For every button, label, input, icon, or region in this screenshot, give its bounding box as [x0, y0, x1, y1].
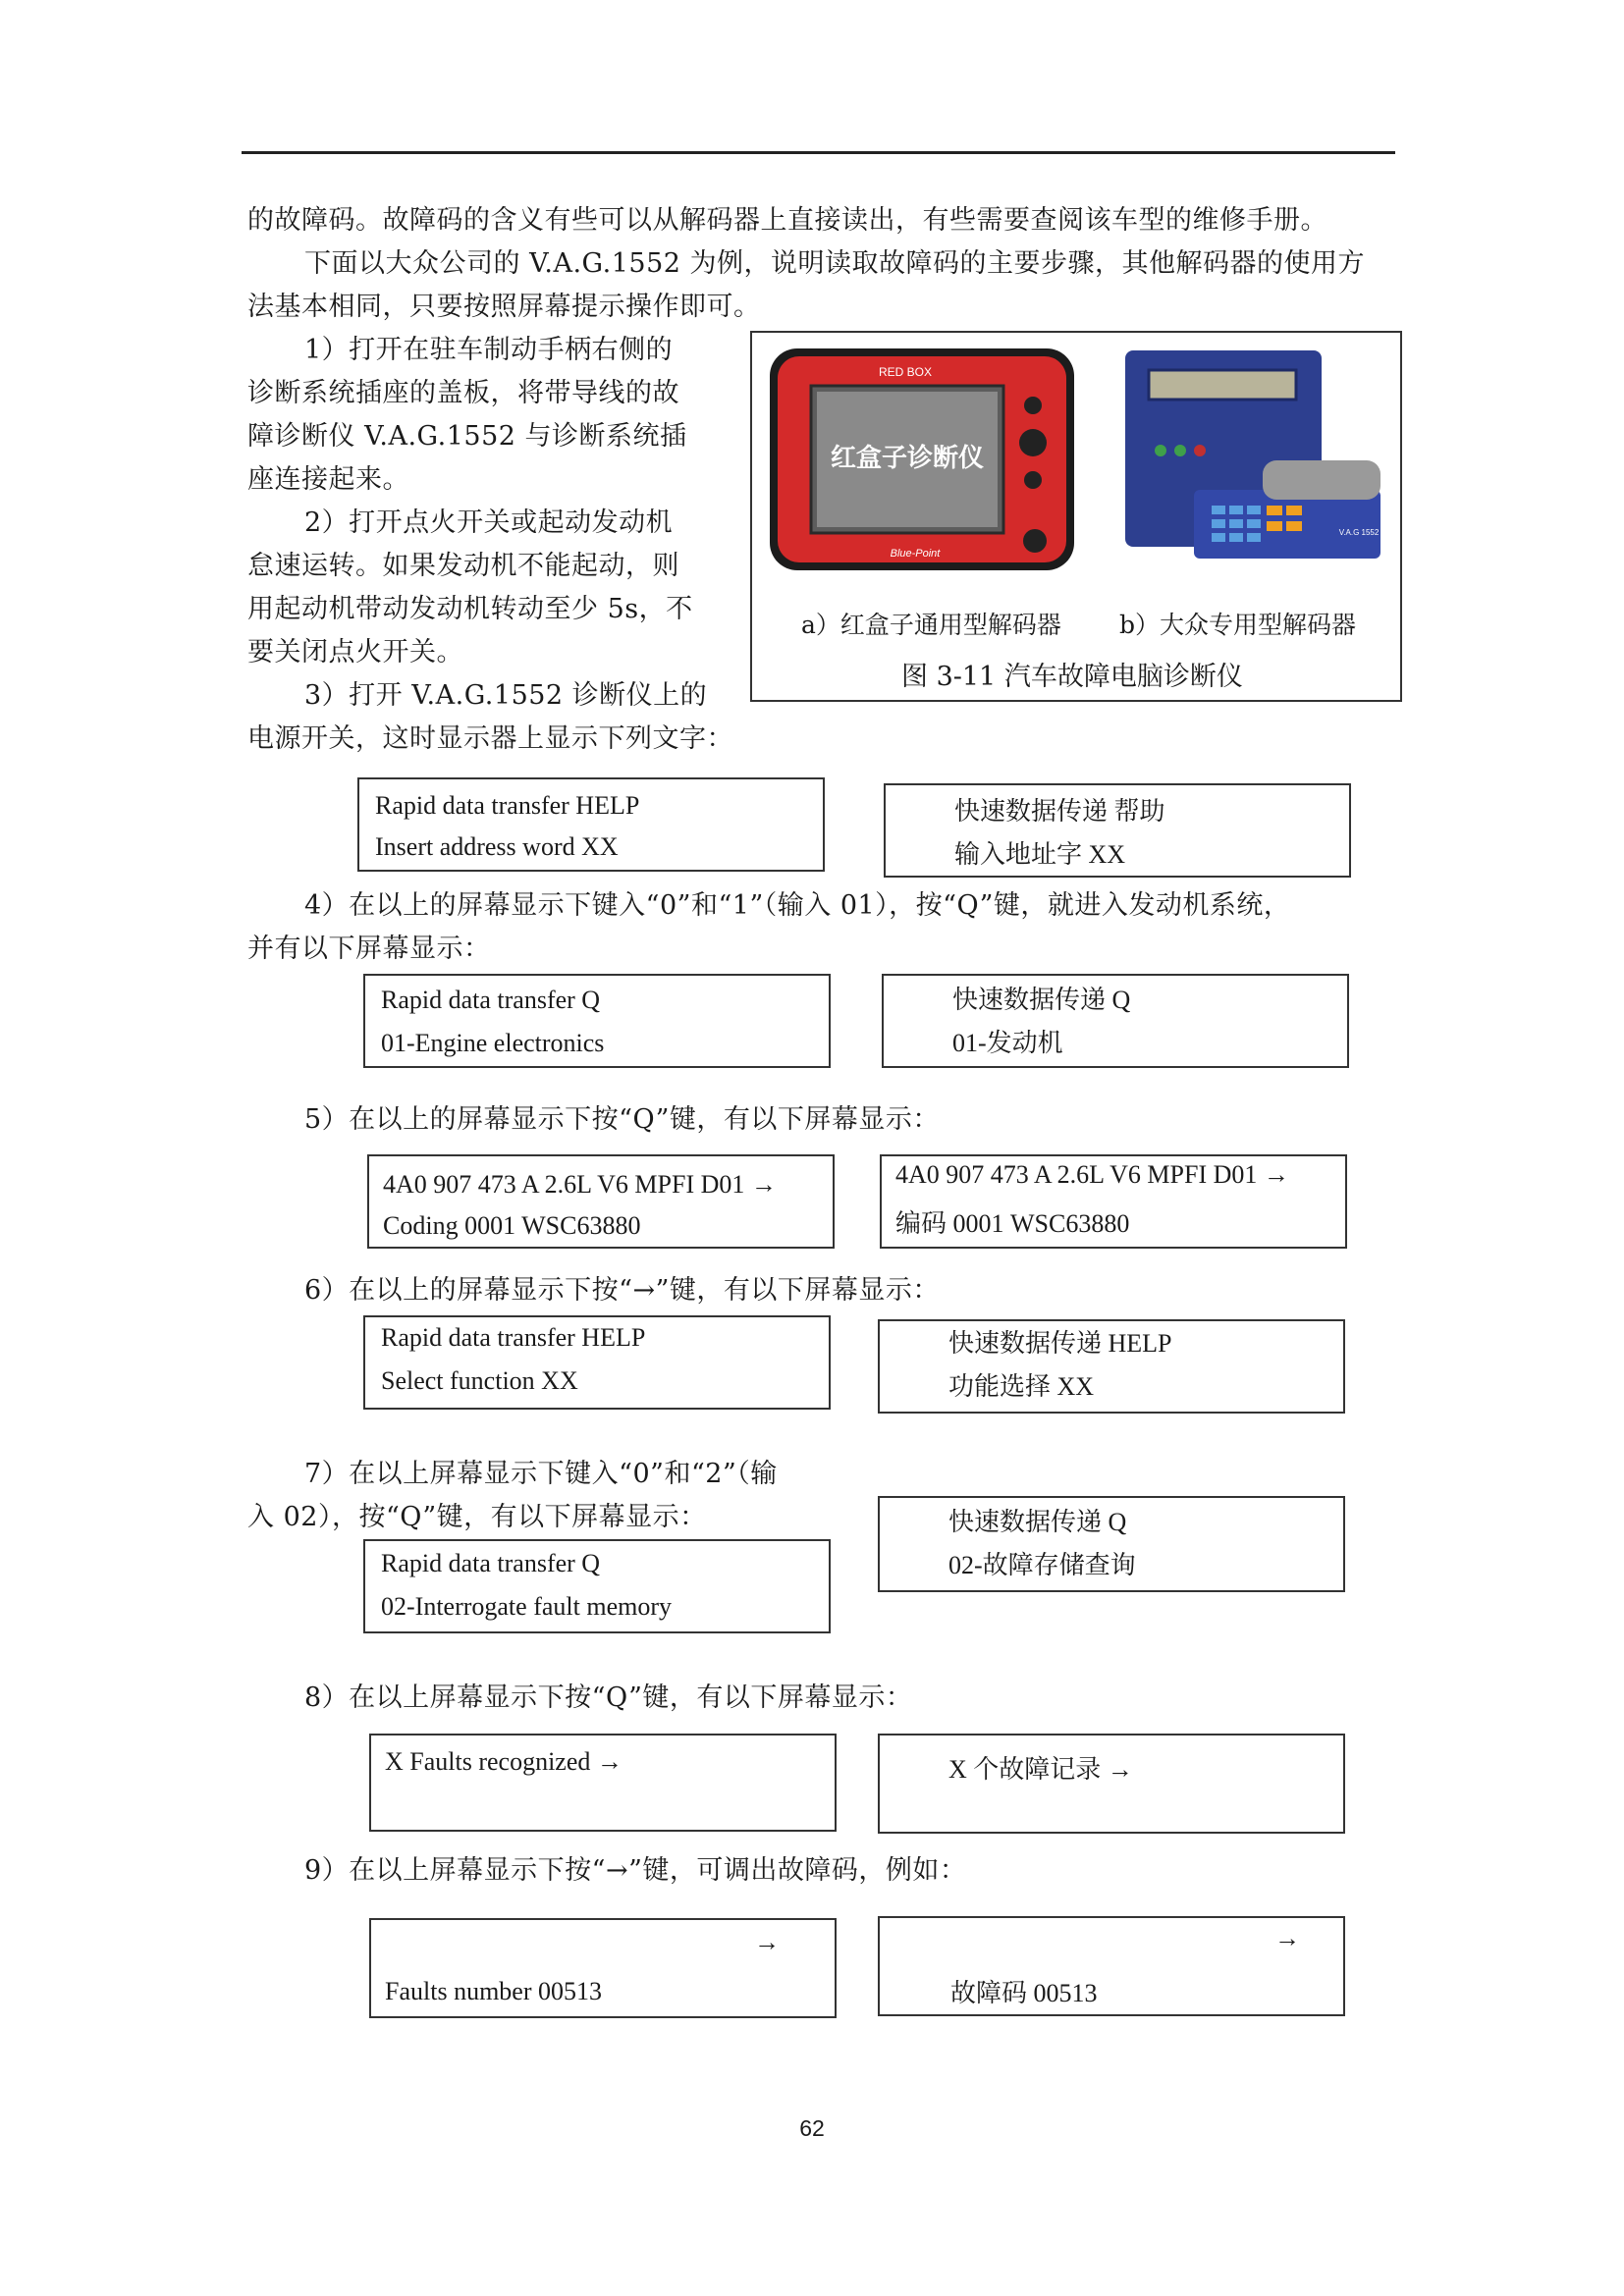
- device-model-label: V.A.G 1552: [1338, 528, 1380, 537]
- screen-line: 快速数据传递 HELP: [948, 1329, 1172, 1358]
- screen-line: Coding 0001 WSC63880: [383, 1211, 641, 1240]
- text-line: 8）在以上屏幕显示下按“Q”键，有以下屏幕显示：: [304, 1682, 913, 1713]
- screen-en-5: [363, 1539, 831, 1633]
- screen-line: 01-发动机: [952, 1029, 1063, 1057]
- screen-line: 快速数据传递 帮助: [954, 797, 1165, 826]
- text-line: 2）打开点火开关或起动发动机: [304, 507, 674, 538]
- screen-en-3: [367, 1154, 835, 1249]
- header-rule: [242, 151, 1395, 154]
- text-line: 座连接起来。: [247, 464, 409, 495]
- screen-zh-3: [880, 1154, 1347, 1249]
- screen-line: Rapid data transfer Q: [381, 1549, 601, 1577]
- text-line: 6）在以上的屏幕显示下按“→”键，有以下屏幕显示：: [304, 1275, 940, 1306]
- text-line: 障诊断仪 V.A.G.1552 与诊断系统插: [247, 421, 687, 452]
- device-brand-label: RED BOX: [878, 365, 933, 379]
- text-line: 要关闭点火开关。: [247, 637, 463, 667]
- screen-line: 输入地址字 XX: [954, 840, 1126, 869]
- screen-en-2: [363, 974, 831, 1068]
- screen-line: 4A0 907 473 A 2.6L V6 MPFI D01 →: [895, 1160, 1289, 1189]
- text-line: 入 02），按“Q”键，有以下屏幕显示：: [247, 1502, 707, 1532]
- page-number: 62: [799, 2115, 825, 2141]
- text-line: 用起动机带动发动机转动至少 5s，不: [247, 594, 693, 624]
- screen-en-4: [363, 1315, 831, 1410]
- figure-title: 图 3-11 汽车故障电脑诊断仪: [901, 662, 1243, 692]
- text-line: 9）在以上屏幕显示下按“→”键，可调出故障码，例如：: [304, 1855, 967, 1886]
- screen-en-6: [369, 1734, 837, 1832]
- screen-line: Rapid data transfer HELP: [381, 1323, 646, 1352]
- text-line: 5）在以上的屏幕显示下按“Q”键，有以下屏幕显示：: [304, 1104, 940, 1135]
- text-line: 怠速运转。如果发动机不能起动，则: [247, 551, 679, 581]
- text-line: 7）在以上屏幕显示下键入“0”和“2”（输: [304, 1459, 778, 1489]
- screen-line: 02-故障存储查询: [948, 1551, 1136, 1579]
- screen-zh-2: [882, 974, 1349, 1068]
- text-line: 3）打开 V.A.G.1552 诊断仪上的: [304, 680, 708, 711]
- screen-line: 4A0 907 473 A 2.6L V6 MPFI D01 →: [383, 1170, 777, 1199]
- screen-arrow: →: [1274, 1924, 1300, 1952]
- screen-line: Rapid data transfer Q: [381, 986, 601, 1014]
- screen-en-1: [357, 777, 825, 872]
- screen-line: X 个故障记录 →: [948, 1755, 1133, 1784]
- screen-line: 快速数据传递 Q: [952, 986, 1131, 1014]
- screen-line: 编码 0001 WSC63880: [895, 1209, 1130, 1238]
- text-line: 下面以大众公司的 V.A.G.1552 为例，说明读取故障码的主要步骤，其他解码器的使用方: [304, 248, 1366, 279]
- screen-line: Insert address word XX: [375, 832, 619, 861]
- text-line: 法基本相同，只要按照屏幕提示操作即可。: [247, 292, 761, 322]
- screen-arrow: →: [754, 1928, 780, 1956]
- screen-zh-6: [878, 1734, 1345, 1834]
- screen-en-7: [369, 1918, 837, 2018]
- vag-1552-diagnostic-device: [1115, 343, 1390, 568]
- text-line: 并有以下屏幕显示：: [247, 934, 491, 964]
- screen-line: 功能选择 XX: [948, 1372, 1095, 1401]
- screen-line: Faults number 00513: [385, 1977, 602, 2005]
- screen-line: 快速数据传递 Q: [948, 1508, 1127, 1536]
- screen-zh-1: [884, 783, 1351, 878]
- screen-line: Rapid data transfer HELP: [375, 791, 640, 820]
- screen-zh-4: [878, 1319, 1345, 1414]
- text-line: 1）打开在驻车制动手柄右侧的: [304, 335, 674, 365]
- red-box-diagnostic-device: [768, 347, 1076, 572]
- device-maker-label: Blue-Point: [890, 548, 941, 560]
- figure-caption-a: a）红盒子通用型解码器: [801, 611, 1061, 639]
- text-line: 诊断系统插座的盖板，将带导线的故: [247, 378, 679, 408]
- text-line: 电源开关，这时显示器上显示下列文字：: [247, 723, 733, 754]
- figure-caption-b: b）大众专用型解码器: [1119, 611, 1357, 639]
- text-line: 的故障码。故障码的含义有些可以从解码器上直接读出，有些需要查阅该车型的维修手册。: [247, 205, 1327, 236]
- screen-zh-7: [878, 1916, 1345, 2016]
- figure-3-11: [750, 331, 1402, 702]
- text-line: 4）在以上的屏幕显示下键入“0”和“1”（输入 01），按“Q”键，就进入发动机系统，: [304, 890, 1291, 921]
- screen-line: Select function XX: [381, 1366, 578, 1395]
- screen-line: X Faults recognized →: [385, 1747, 623, 1776]
- device-screen-text: 红盒子诊断仪: [830, 444, 985, 473]
- screen-line: 故障码 00513: [950, 1979, 1098, 2007]
- screen-zh-5: [878, 1496, 1345, 1592]
- screen-line: 01-Engine electronics: [381, 1029, 605, 1057]
- screen-line: 02-Interrogate fault memory: [381, 1592, 672, 1621]
